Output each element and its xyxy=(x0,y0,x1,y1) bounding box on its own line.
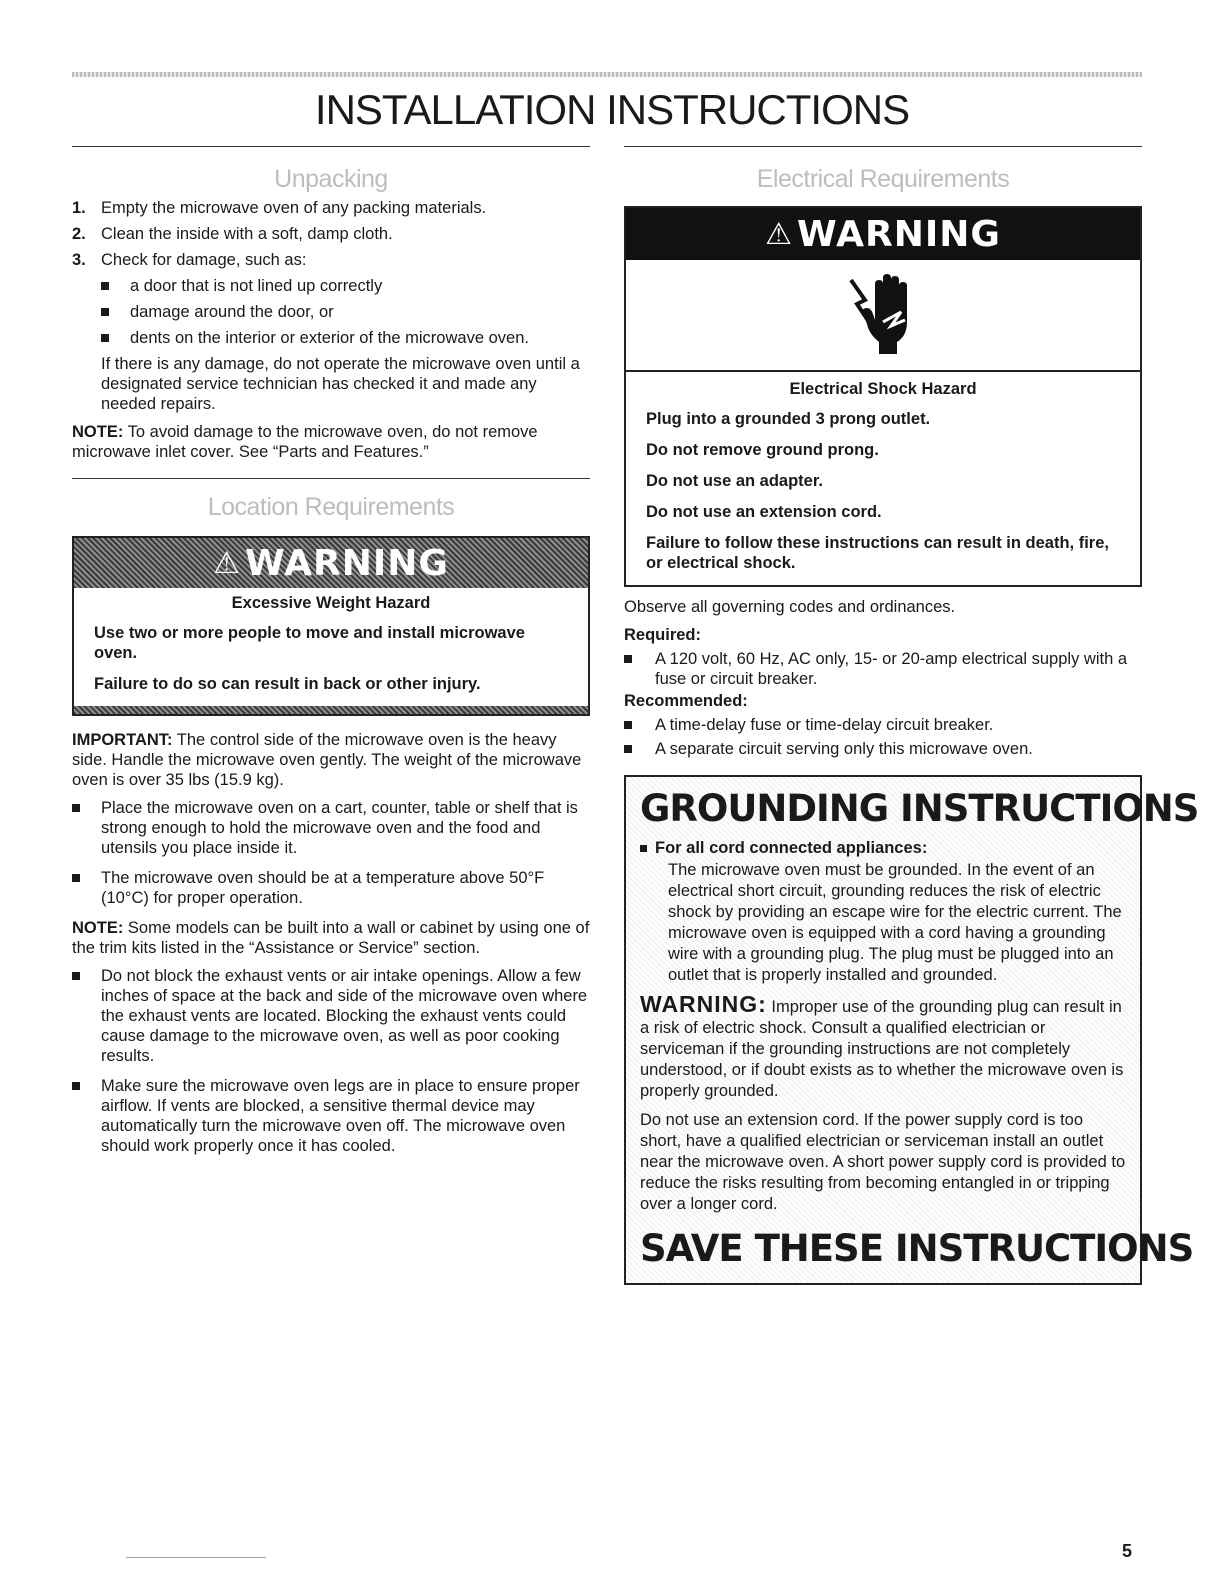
footer-link-line xyxy=(126,1557,266,1558)
page-number: 5 xyxy=(1122,1541,1133,1561)
bullet-square-icon xyxy=(72,1082,80,1090)
section-rule xyxy=(72,478,590,479)
bullet-square-icon xyxy=(101,308,109,316)
damage-note: If there is any damage, do not operate the microwave oven until a designated service technician has checked it and made any needed repairs. xyxy=(101,355,580,413)
shock-warning-box xyxy=(624,206,1142,587)
warning-line: Use two or more people to move and install microwave oven. xyxy=(94,624,525,662)
weight-warning-box xyxy=(72,536,590,716)
warning-line: Do not remove ground prong. xyxy=(646,441,879,459)
step-item: 1. Empty the microwave oven of any packing materials. xyxy=(72,199,487,217)
bullet-square-icon xyxy=(624,745,632,753)
list-item: a door that is not lined up correctly xyxy=(101,276,590,296)
bullet-square-icon xyxy=(72,874,80,882)
page-title: INSTALLATION INSTRUCTIONS xyxy=(314,86,910,133)
grounding-warning: WARNING: Improper use of the grounding plug can result in a risk of electric shock. Consult a qualified electrician or serviceman if the grounding instructions are not completely understood, or if doubt exists as to whether the microwave oven is properly grounded. xyxy=(640,991,1124,1100)
warning-banner: ⚠ WARNING xyxy=(74,538,588,588)
bullet-square-icon xyxy=(624,721,632,729)
grounding-paragraph: The microwave oven must be grounded. In the event of an electrical short circuit, grounding reduces the risk of electric shock by providing an escape wire for the electric current. The microwave oven is equipped with a cord having a grounding wire with a grounding plug. The plug must be plugged into an outlet that is properly installed and grounded. xyxy=(668,861,1122,984)
warning-triangle-icon: ⚠ xyxy=(765,216,794,252)
electrical-heading: Electrical Requirements xyxy=(756,165,1010,193)
warning-banner: ⚠ WARNING xyxy=(626,208,1140,260)
list-item: The microwave oven should be at a temperature above 50°F (10°C) for proper operation. xyxy=(72,868,590,908)
bullet-square-icon xyxy=(640,845,647,852)
bullet-square-icon xyxy=(72,972,80,980)
important-note: IMPORTANT: The control side of the microwave oven is the heavy side. Handle the microwave oven gently. The weight of the microwave oven is over 35 lbs (15.9 kg). xyxy=(72,731,582,789)
required-label: Required: xyxy=(624,626,702,644)
unpacking-heading: Unpacking xyxy=(274,165,388,193)
bullet-square-icon xyxy=(101,334,109,342)
observe-text: Observe all governing codes and ordinances. xyxy=(624,598,956,616)
section-rule xyxy=(72,146,590,147)
list-item: Place the microwave oven on a cart, counter, table or shelf that is strong enough to hold the microwave oven and the food and utensils you place inside it. xyxy=(72,798,590,858)
warning-line: Do not use an extension cord. xyxy=(646,503,882,521)
grounding-paragraph: Do not use an extension cord. If the power supply cord is too short, have a qualified electrician or serviceman install an outlet near the microwave oven. A short power supply cord is provided to reduce the risks resulting from becoming entangled in or tripping over a longer cord. xyxy=(640,1111,1126,1213)
recommended-label: Recommended: xyxy=(624,692,748,710)
warning-body xyxy=(626,372,1140,585)
list-item: dents on the interior or exterior of the microwave oven. xyxy=(101,328,590,348)
hazard-title: Electrical Shock Hazard xyxy=(789,380,977,398)
section-rule xyxy=(624,146,1142,147)
warning-line: Plug into a grounded 3 prong outlet. xyxy=(646,410,931,428)
warning-line: Failure to do so can result in back or other injury. xyxy=(94,675,481,693)
hazard-title: Excessive Weight Hazard xyxy=(231,594,431,612)
electrical-shock-hand-icon xyxy=(843,270,923,360)
shock-icon-area xyxy=(626,260,1140,372)
bullet-square-icon xyxy=(72,804,80,812)
damage-list xyxy=(101,276,590,348)
warning-triangle-icon: ⚠ xyxy=(213,545,242,581)
unpacking-note: NOTE: To avoid damage to the microwave oven, do not remove microwave inlet cover. See “Parts and Features.” xyxy=(72,423,538,461)
grounding-subheading: For all cord connected appliances: xyxy=(640,839,1126,858)
step-item: 2. Clean the inside with a soft, damp cloth. xyxy=(72,225,393,243)
unpacking-steps xyxy=(72,198,590,271)
top-rule xyxy=(72,72,1142,77)
bullet-square-icon xyxy=(101,282,109,290)
list-item: damage around the door, or xyxy=(101,302,590,322)
grounding-title: GROUNDING INSTRUCTIONS xyxy=(640,787,1199,830)
location-note: NOTE: Some models can be built into a wall or cabinet by using one of the trim kits listed in the “Assistance or Service” section. xyxy=(72,919,590,957)
warning-line: Do not use an adapter. xyxy=(646,472,823,490)
left-column xyxy=(72,146,590,1166)
warning-line: Failure to follow these instructions can result in death, fire, or electrical shock. xyxy=(646,534,1109,572)
step-item: 3. Check for damage, such as: xyxy=(72,251,307,269)
save-instructions-title: SAVE THESE INSTRUCTIONS xyxy=(640,1227,1194,1270)
bullet-square-icon xyxy=(624,655,632,663)
list-item: A time-delay fuse or time-delay circuit breaker. xyxy=(624,715,1142,735)
list-item: Do not block the exhaust vents or air intake openings. Allow a few inches of space at the back and side of the microwave oven where the exhaust vents are located. Blocking the exhaust vents could cause damage to the microwave oven, as well as poor cooking results. xyxy=(72,966,590,1066)
list-item: A 120 volt, 60 Hz, AC only, 15- or 20-amp electrical supply with a fuse or circuit breaker. xyxy=(624,649,1142,689)
warning-body xyxy=(74,588,588,706)
list-item: Make sure the microwave oven legs are in place to ensure proper airflow. If vents are blocked, a sensitive thermal device may automatically turn the microwave oven off. The microwave oven should work properly once it has cooled. xyxy=(72,1076,590,1156)
warning-footer-band xyxy=(74,706,588,714)
location-heading: Location Requirements xyxy=(207,493,455,521)
grounding-box xyxy=(624,775,1199,1285)
right-column xyxy=(624,146,1199,1285)
list-item: A separate circuit serving only this microwave oven. xyxy=(624,739,1142,759)
